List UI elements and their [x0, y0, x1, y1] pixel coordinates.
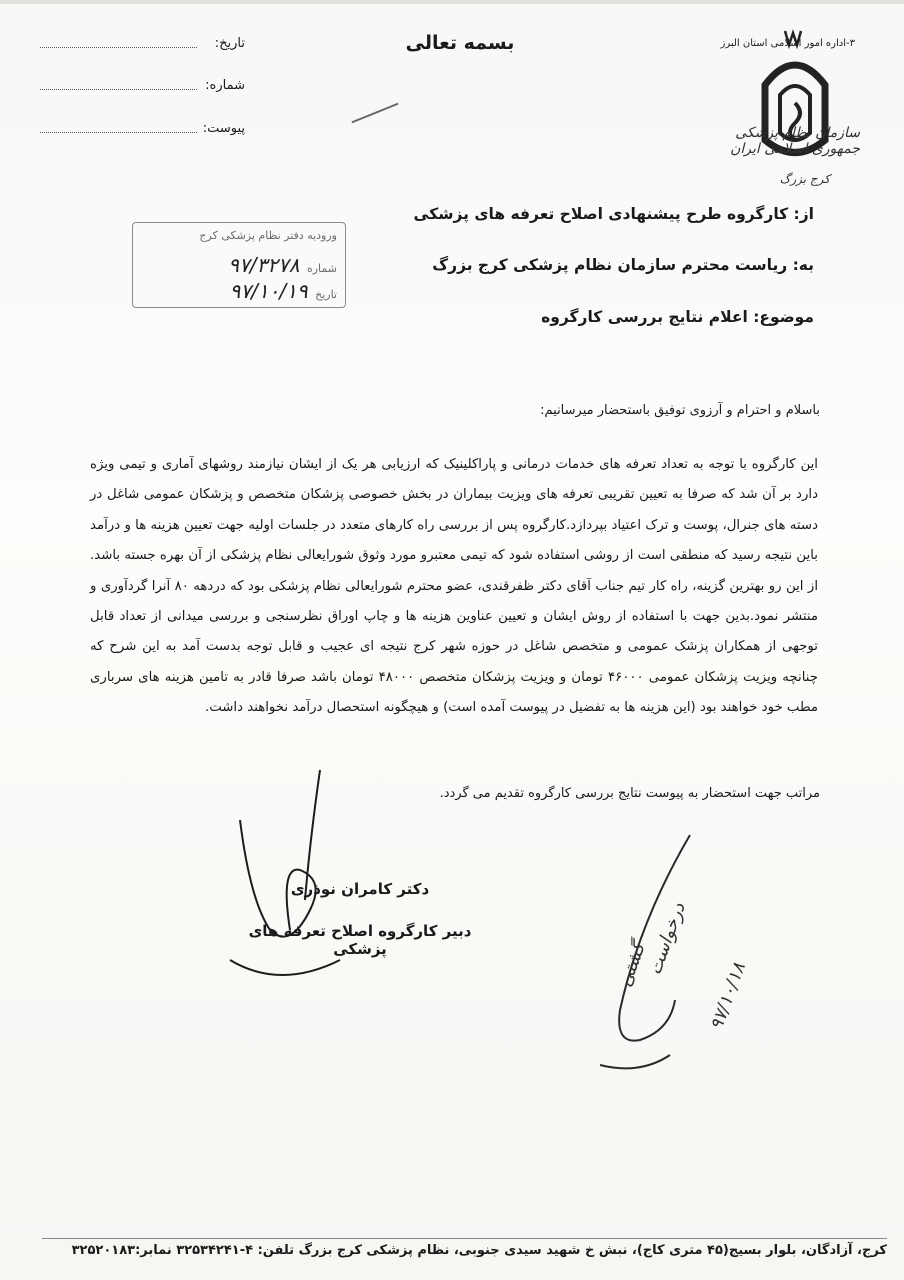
- registration-stamp: [132, 222, 346, 308]
- subject-field: موضوع: اعلام نتایج بررسی کارگروه: [541, 308, 814, 326]
- medical-council-logo-icon: [725, 25, 865, 195]
- handwritten-note-line-1: درخواست: [644, 900, 690, 978]
- page-top-edge: [0, 0, 904, 4]
- date-label: تاریخ:: [214, 36, 245, 51]
- letter-body: این کارگروه با توجه به تعداد تعرفه های خدمات درمانی و پاراکلینیک که ارزیابی هر یک از ایشان نیازمند روشهای آماری و تیمی ویژه دارد بر آن شد که صرفا به تعیین تقریبی تعرفه های ویزیت بیماران در بخش خصوصی پزشکان متخصص و پزشکان عمومی شاغل در دسته های جنرال، پوست و ترک اعتیاد بپردازد.کارگروه پس از بررسی راه کارهای متعدد در جلسات اولیه جهت تعیین هزینه ها و درآمد باین نتیجه رسید که منطقی است از روشی استفاده شود که تیمی معتبرو مورد وثوق شورایعالی نظام پزشکی از آن بهره جسته باشد. از این رو بهترین گزینه، راه کار تیم جناب آقای دکتر ظفرقندی، عضو محترم شورایعالی نظام پزشکی بود که دردهه ۸۰ آنرا گردآوری و منتشر نمود.بدین جهت با استفاده از روش ایشان و تعیین عناوین هزینه ها و چاپ اوراق نظرسنجی و بررسی میدانی از تعداد قابل توجهی از همکاران پزشک عمومی و متخصص شاغل در حوزه شهر کرج نتیجه ای عجیب و قابل توجه بدست آمد به این شرح که چنانچه ویزیت پزشکان عمومی ۴۶۰۰۰ تومان و ویزیت پزشکان متخصص ۴۸۰۰۰ تومان باشد صرفا قادر به تامین هزینه های سرباری مطب خود خواهند بود (این هزینه ها به تفضیل در پیوست آمده است) و هیچگونه استحصال درآمد نخواهند داشت.: [90, 457, 819, 716]
- attachment-label: پیوست:: [202, 121, 245, 136]
- stamp-date-value: ۹۷/۱۰/۱۹: [229, 279, 308, 303]
- attachment-dotted-line: [40, 132, 197, 133]
- number-line: [40, 74, 245, 94]
- date-dotted-line: [40, 47, 197, 48]
- closing-line: مراتب جهت استحضار به پیوست نتایج بررسی کارگروه تقدیم می گردد.: [439, 786, 820, 801]
- pen-stroke-mark: [351, 103, 398, 124]
- attachment-line: [40, 117, 245, 137]
- signatory-title: دبیر کارگروه اصلاح تعرفه های پزشکی: [248, 922, 472, 958]
- department-line: ۳-اداره امور اسلامی استان البرز: [720, 38, 855, 49]
- handwritten-note-line-2: گشتی: [614, 940, 650, 990]
- handwritten-note: [610, 880, 750, 1050]
- to-field: به: ریاست محترم سازمان نظام پزشکی کرج بزرگ: [432, 256, 814, 274]
- greeting-line: باسلام و احترام و آرزوی توفیق باستحضار میرسانیم:: [540, 403, 820, 418]
- stamp-title: ورودیه دفتر نظام پزشکی کرج: [199, 229, 337, 242]
- number-label: شماره:: [205, 78, 245, 93]
- stamp-number-label: شماره: [306, 262, 337, 275]
- bismillah-heading: بسمه تعالی: [405, 32, 515, 54]
- signatory-name: دکتر کامران نوذری: [290, 880, 430, 898]
- organization-name: سازمان نظام پزشکی جمهوری اسلامی ایران: [730, 125, 860, 157]
- date-line: [40, 32, 245, 52]
- from-field: از: کارگروه طرح پیشنهادی اصلاح تعرفه های پزشکی: [413, 205, 814, 223]
- handwritten-note-line-3: ۹۷/۱۰/۱۸: [706, 960, 750, 1034]
- stamp-number-value: ۹۷/۳۲۷۸: [228, 253, 300, 277]
- stamp-date-label: تاریخ: [315, 288, 337, 301]
- organization-city: کرج بزرگ: [779, 172, 830, 186]
- stamp-number-row: [228, 253, 337, 277]
- stamp-date-row: [230, 279, 337, 303]
- number-dotted-line: [40, 89, 197, 90]
- footer-address: کرج، آزادگان، بلوار بسیج(۴۵ متری کاج)، نبش خ شهید سیدی جنوبی، نظام پزشکی کرج بزرگ تلفن: ۴-۳۲۵۳۴۲۴۱ نمابر:۳۲۵۲۰۱۸۳: [42, 1238, 887, 1258]
